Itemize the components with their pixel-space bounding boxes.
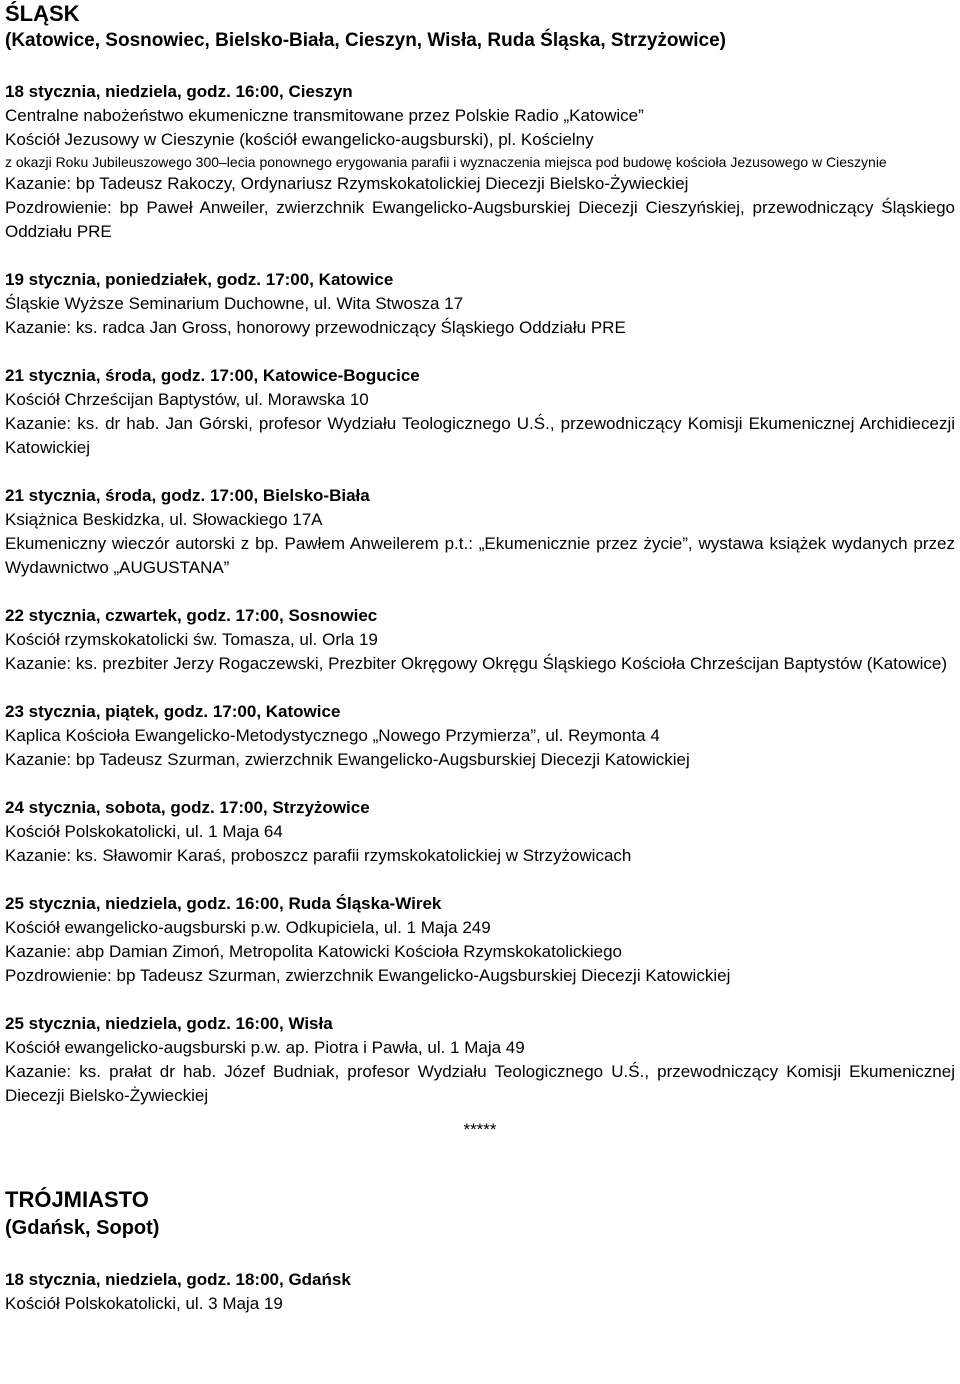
event-sermon: Kazanie: ks. prezbiter Jerzy Rogaczewski, Prezbiter Okręgowy Okręgu Śląskiego Kościoła Chrześcijan Baptystów (Katowice) bbox=[5, 654, 947, 673]
event-heading: 18 stycznia, niedziela, godz. 16:00, Cieszyn bbox=[5, 82, 353, 101]
event-heading: 22 stycznia, czwartek, godz. 17:00, Sosnowiec bbox=[5, 606, 378, 625]
event-katowice-bogucice bbox=[5, 364, 955, 460]
event-cieszyn bbox=[5, 80, 955, 244]
event-sermon: Kazanie: bp Tadeusz Szurman, zwierzchnik Ewangelicko-Augsburskiej Diecezji Katowickiej bbox=[5, 750, 690, 769]
region-title: TRÓJMIASTO bbox=[5, 1187, 149, 1212]
event-gdansk bbox=[5, 1268, 955, 1316]
region-subtitle: (Gdańsk, Sopot) bbox=[5, 1217, 160, 1239]
event-heading: 25 stycznia, niedziela, godz. 16:00, Wisła bbox=[5, 1014, 333, 1033]
event-venue: Książnica Beskidzka, ul. Słowackiego 17A bbox=[5, 510, 323, 529]
event-venue: Kościół ewangelicko-augsburski p.w. ap. Piotra i Pawła, ul. 1 Maja 49 bbox=[5, 1038, 525, 1057]
event-sermon: Kazanie: ks. Sławomir Karaś, proboszcz parafii rzymskokatolickiej w Strzyżowicach bbox=[5, 846, 632, 865]
event-venue: Kościół Polskokatolicki, ul. 3 Maja 19 bbox=[5, 1294, 283, 1313]
region-subtitle: (Katowice, Sosnowiec, Bielsko-Biała, Cieszyn, Wisła, Ruda Śląska, Strzyżowice) bbox=[5, 30, 727, 51]
event-heading: 19 stycznia, poniedziałek, godz. 17:00, Katowice bbox=[5, 270, 394, 289]
event-venue: Kościół ewangelicko-augsburski p.w. Odkupiciela, ul. 1 Maja 249 bbox=[5, 918, 491, 937]
event-heading: 25 stycznia, niedziela, godz. 16:00, Ruda Śląska-Wirek bbox=[5, 894, 442, 913]
event-sermon: Kazanie: ks. radca Jan Gross, honorowy przewodniczący Śląskiego Oddziału PRE bbox=[5, 318, 626, 337]
event-sermon: Kazanie: abp Damian Zimoń, Metropolita Katowicki Kościoła Rzymskokatolickiego bbox=[5, 942, 622, 961]
event-greeting: Pozdrowienie: bp Paweł Anweiler, zwierzchnik Ewangelicko-Augsburskiej Diecezji Cieszyńskiej, przewodniczący Śląskiego Oddziału PRE bbox=[5, 198, 955, 241]
region-slask bbox=[5, 0, 955, 1108]
event-wisla bbox=[5, 1012, 955, 1108]
event-description: Centralne nabożeństwo ekumeniczne transmitowane przez Polskie Radio „Katowice” bbox=[5, 106, 644, 125]
event-description: Ekumeniczny wieczór autorski z bp. Pawłem Anweilerem p.t.: „Ekumenicznie przez życie”, wystawa książek wydanych przez Wydawnictwo „AUGUSTANA” bbox=[5, 534, 955, 577]
event-heading: 18 stycznia, niedziela, godz. 18:00, Gdańsk bbox=[5, 1270, 351, 1289]
document-page bbox=[5, 0, 955, 1316]
section-separator: ***** bbox=[463, 1120, 497, 1139]
event-heading: 24 stycznia, sobota, godz. 17:00, Strzyżowice bbox=[5, 798, 370, 817]
event-heading: 23 stycznia, piątek, godz. 17:00, Katowice bbox=[5, 702, 341, 721]
event-heading: 21 stycznia, środa, godz. 17:00, Katowice-Bogucice bbox=[5, 366, 420, 385]
event-strzyzowice bbox=[5, 796, 955, 868]
event-ruda-slaska bbox=[5, 892, 955, 988]
event-venue: Kościół Chrześcijan Baptystów, ul. Morawska 10 bbox=[5, 390, 369, 409]
event-venue: Kościół Polskokatolicki, ul. 1 Maja 64 bbox=[5, 822, 283, 841]
event-bielsko-biala bbox=[5, 484, 955, 580]
event-note: z okazji Roku Jubileuszowego 300–lecia ponownego erygowania parafii i wyznaczenia miejsca pod budowę kościoła Jezusowego w Cieszynie bbox=[5, 154, 887, 170]
event-sosnowiec bbox=[5, 604, 955, 676]
event-katowice-seminarium bbox=[5, 268, 955, 340]
event-venue: Kościół Jezusowy w Cieszynie (kościół ewangelicko-augsburski), pl. Kościelny bbox=[5, 130, 594, 149]
event-greeting: Pozdrowienie: bp Tadeusz Szurman, zwierzchnik Ewangelicko-Augsburskiej Diecezji Katowickiej bbox=[5, 966, 731, 985]
event-venue: Kościół rzymskokatolicki św. Tomasza, ul. Orla 19 bbox=[5, 630, 378, 649]
region-title: ŚLĄSK bbox=[5, 1, 80, 26]
event-katowice-kaplica bbox=[5, 700, 955, 772]
event-sermon: Kazanie: bp Tadeusz Rakoczy, Ordynariusz Rzymskokatolickiej Diecezji Bielsko-Żywieckiej bbox=[5, 174, 689, 193]
event-sermon: Kazanie: ks. prałat dr hab. Józef Budniak, profesor Wydziału Teologicznego U.Ś., przewodniczący Komisji Ekumenicznej Diecezji Bielsko-Żywieckiej bbox=[5, 1062, 955, 1105]
event-venue: Kaplica Kościoła Ewangelicko-Metodystycznego „Nowego Przymierza”, ul. Reymonta 4 bbox=[5, 726, 660, 745]
event-sermon: Kazanie: ks. dr hab. Jan Górski, profesor Wydziału Teologicznego U.Ś., przewodniczący Komisji Ekumenicznej Archidiecezji Katowickiej bbox=[5, 414, 955, 457]
event-venue: Śląskie Wyższe Seminarium Duchowne, ul. Wita Stwosza 17 bbox=[5, 294, 464, 313]
event-heading: 21 stycznia, środa, godz. 17:00, Bielsko-Biała bbox=[5, 486, 370, 505]
region-trojmiasto bbox=[5, 1186, 955, 1316]
